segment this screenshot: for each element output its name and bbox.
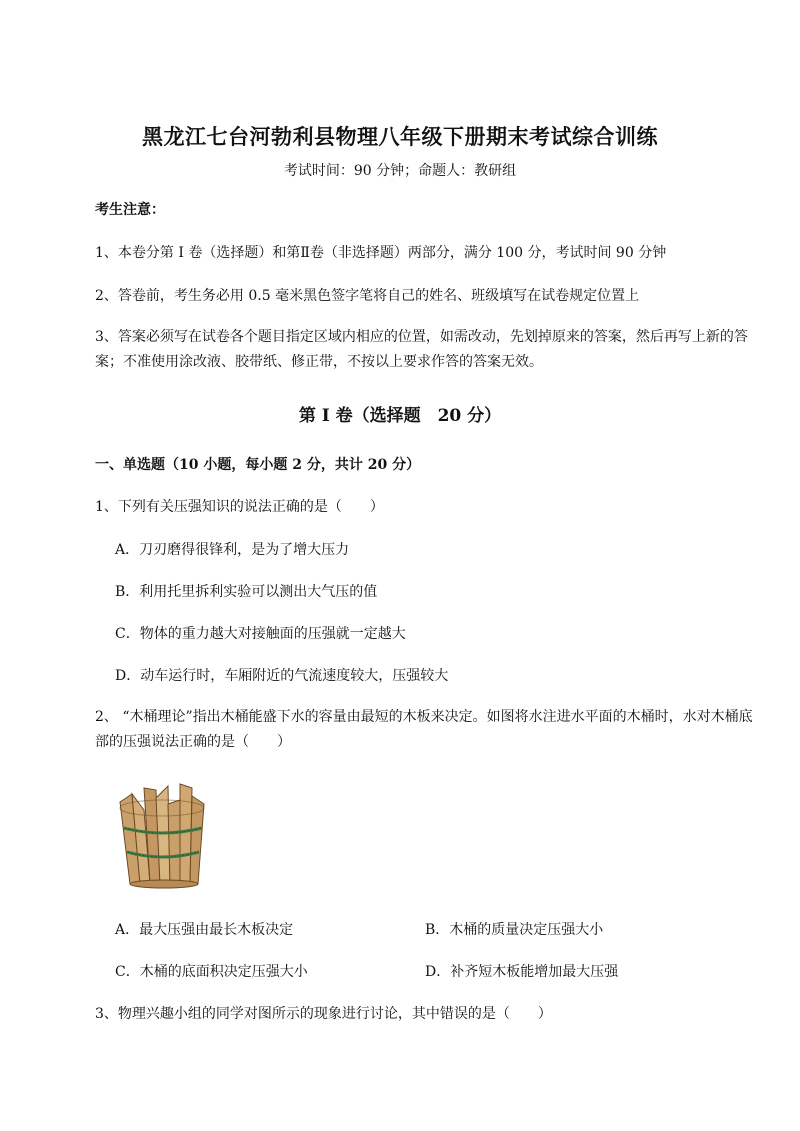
part-heading: 一、单选题（10 小题，每小题 2 分，共计 20 分） — [95, 457, 421, 473]
notice-heading: 考生注意： — [95, 202, 165, 218]
notice-item-2: 2、答卷前，考生务必用 0.5 毫米黑色签字笔将自己的姓名、班级填写在试卷规定位置上 — [95, 288, 640, 304]
question-2-option-c: C．木桶的底面积决定压强大小 — [115, 964, 308, 980]
notice-item-3: 3、答案必须写在试卷各个题目指定区域内相应的位置，如需改动，先划掉原来的答案，然后再写上新的答案；不准使用涂改液、胶带纸、修正带，不按以上要求作答的答案无效。 — [95, 329, 748, 370]
question-1-option-c: C．物体的重力越大对接触面的压强就一定越大 — [115, 626, 406, 642]
exam-meta: 考试时间：90 分钟；命题人：教研组 — [283, 163, 517, 179]
question-1-option-a: A．刀刃磨得很锋利，是为了增大压力 — [115, 542, 350, 558]
wooden-bucket-illustration — [112, 780, 212, 890]
question-2-stem: 2、 “木桶理论”指出木桶能盛下水的容量由最短的木板来决定。如图将水注进水平面的木桶时，水对木桶底部的压强说法正确的是（ ） — [95, 709, 753, 750]
question-2-option-b: B．木桶的质量决定压强大小 — [425, 922, 604, 938]
document-title: 黑龙江七台河勃利县物理八年级下册期末考试综合训练 — [142, 124, 658, 149]
question-1-option-b: B．利用托里拆利实验可以测出大气压的值 — [115, 584, 378, 600]
notice-item-1: 1、本卷分第 I 卷（选择题）和第Ⅱ卷（非选择题）两部分，满分 100 分，考试时间 90 分钟 — [95, 245, 667, 261]
question-2-option-d: D．补齐短木板能增加最大压强 — [425, 964, 619, 980]
question-3-stem: 3、物理兴趣小组的同学对图所示的现象进行讨论，其中错误的是（ ） — [95, 1006, 552, 1022]
question-2-option-a: A．最大压强由最长木板决定 — [115, 922, 294, 938]
question-1-stem: 1、下列有关压强知识的说法正确的是（ ） — [95, 499, 384, 515]
section-title: 第 I 卷（选择题 20 分） — [298, 406, 502, 426]
question-1-option-d: D．动车运行时，车厢附近的气流速度较大，压强较大 — [115, 668, 449, 684]
